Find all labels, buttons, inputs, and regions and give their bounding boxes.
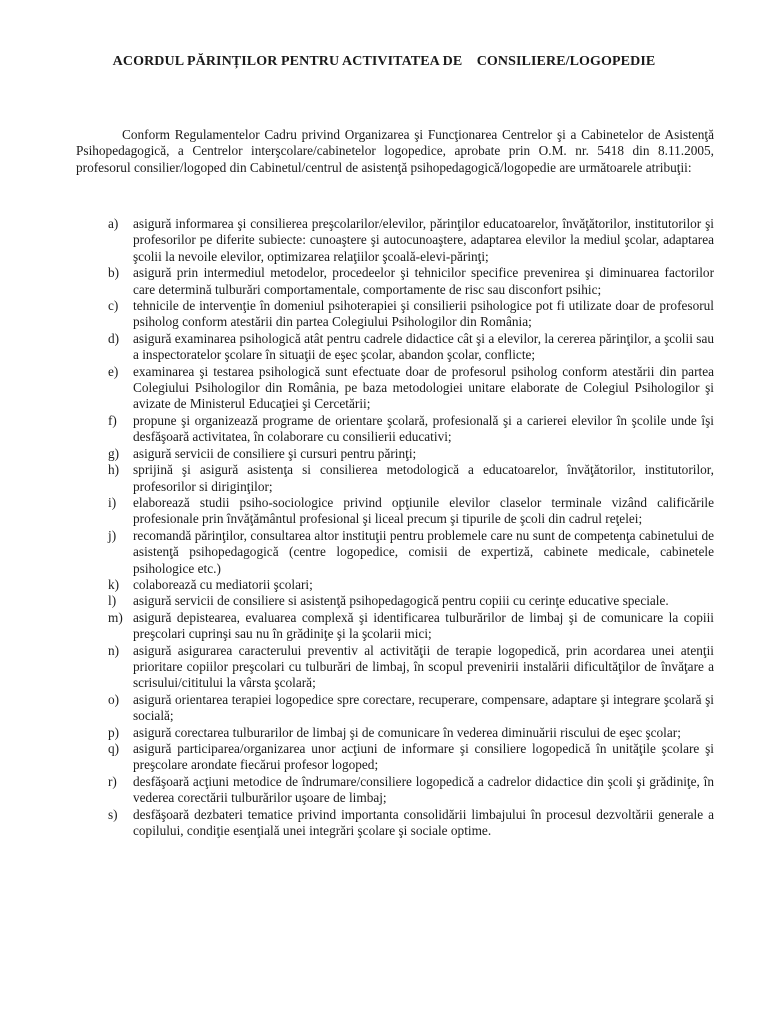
attributions-list: [76, 216, 714, 839]
list-marker: s): [108, 806, 118, 822]
list-marker: d): [108, 330, 120, 346]
list-item: [76, 774, 714, 807]
list-marker: k): [108, 576, 120, 592]
list-item: [76, 725, 714, 741]
list-item: [76, 216, 714, 265]
list-item-text: asigură asigurarea caracterului preventiv al activităţii de terapie logopedică, prin acordarea unei atenţii prioritare copiilor preşcolari cu tulburări de limbaj, în scopul prevenirii instalării dificultăţilor de învăţare a scrisului/cititului la vârsta şcolară;: [133, 642, 714, 691]
list-marker: m): [108, 609, 123, 625]
list-item: [76, 495, 714, 528]
list-item: [76, 692, 714, 725]
list-marker: n): [108, 642, 120, 658]
intro-paragraph: Conform Regulamentelor Cadru privind Organizarea şi Funcţionarea Centrelor şi a Cabinetelor de Asistenţă Psihopedagogică, a Centrelor interşcolare/cabinetelor logopedice, aprobate prin O.M. nr. 5418 din 8.11.2005, profesorul consilier/logoped din Cabinetul/centrul de asistenţă psihopedagogică/logopedie are următoarele atribuţii:: [76, 127, 714, 175]
list-item: [76, 610, 714, 643]
list-item-text: desfăşoară acţiuni metodice de îndrumare/consiliere logopedică a cadrelor didactice din şcoli şi grădiniţe, în vederea corectării tulburărilor uşoare de limbaj;: [133, 773, 714, 806]
list-item-text: asigură depistearea, evaluarea complexă şi identificarea tulburărilor de limbaj şi de comunicare la copiii preşcolari cuprinşi sau nu în grădiniţe şi la şcolarii mici;: [133, 609, 714, 642]
list-item: [76, 446, 714, 462]
list-item-text: asigură orientarea terapiei logopedice spre corectare, recuperare, compensare, adaptare şi integrare şcolară şi socială;: [133, 691, 714, 724]
list-item-text: tehnicile de intervenţie în domeniul psihoterapiei şi consilierii psihologice pot fi utilizate doar de profesorul psiholog conform atestării din partea Colegiului Psihologilor din România;: [133, 298, 714, 330]
list-item-text: asigură servicii de consiliere şi cursuri pentru părinţi;: [133, 445, 417, 461]
list-marker: c): [108, 298, 119, 314]
list-item-text: examinarea şi testarea psihologică sunt efectuate doar de profesorul psiholog conform atestării din partea Colegiului Psihologilor din România, pe baza metodologiei unitare elaborate de Colegiul Psihologilor şi avizate de Ministerul Educaţiei şi Cercetării;: [133, 363, 714, 412]
list-marker: l): [108, 593, 117, 609]
list-item-text: sprijină şi asigură asistenţa si consilierea metodologică a educatoarelor, învăţătorilor, institutorilor, profesorilor si diriginţilor;: [133, 462, 714, 494]
list-item: [76, 577, 714, 593]
list-item: [76, 462, 714, 495]
list-item-text: asigură informarea şi consilierea preşcolarilor/elevilor, părinţilor educatoarelor, învăţătorilor, institutorilor şi profesorilor pe diferite subiecte: cunoaştere şi autocunoaştere, adaptarea elevilor la mediul şcolar, adaptarea şcolii la nevoile elevilor, optimizarea relaţiilor şcoală-elevi-părinţi;: [133, 216, 714, 264]
document-title: ACORDUL PĂRINȚILOR PENTRU ACTIVITATEA DE CONSILIERE/LOGOPEDIE: [112, 54, 656, 69]
list-item: [76, 593, 714, 609]
list-item: [76, 331, 714, 364]
list-marker: o): [108, 691, 120, 707]
list-item: [76, 413, 714, 446]
list-marker: j): [108, 527, 117, 543]
list-marker: b): [108, 265, 120, 281]
list-item: [76, 298, 714, 331]
list-item-text: recomandă părinţilor, consultarea altor instituţii pentru problemele care nu sunt de competenţa cabinetului de asistenţă psihopedagogică (centre logopedice, comisii de expertiză, cabinete medicale, cabinetele psihologice etc.): [133, 527, 714, 576]
list-marker: f): [108, 412, 117, 428]
list-marker: q): [108, 741, 120, 756]
list-marker: e): [108, 363, 119, 379]
list-marker: a): [108, 216, 119, 231]
list-marker: i): [108, 494, 117, 510]
list-item-text: elaborează studii psiho-sociologice privind opţiunile elevilor claselor terminale vizând calificările profesionale prin învăţământul profesional şi liceal precum şi tipurile de şcoli din cadrul reţelei;: [133, 494, 714, 527]
list-item-text: asigură prin intermediul metodelor, procedeelor şi tehnicilor specifice prevenirea şi diminuarea factorilor care determină tulburări comportamentale, comportamente de risc sau disconfort psihic;: [133, 265, 714, 297]
list-marker: r): [108, 773, 117, 789]
list-item: [76, 528, 714, 577]
list-item-text: asigură corectarea tulburarilor de limbaj şi de comunicare în vederea diminuării riscului de eşec şcolar;: [133, 724, 681, 740]
list-item-text: propune şi organizează programe de orientare şcolară, profesională şi a carierei elevilor în şcolile unde îşi desfăşoară activitatea, în colaborare cu consilierii educativi;: [133, 412, 714, 445]
list-item: [76, 741, 714, 774]
list-item-text: colaborează cu mediatorii şcolari;: [133, 576, 313, 592]
list-item: [76, 364, 714, 413]
list-marker: g): [108, 445, 120, 461]
list-item-text: asigură examinarea psihologică atât pentru cadrele didactice cât şi a elevilor, la cererea părinţilor, a şcolii sau a inspectoratelor şcolare în situaţii de eşec şcolar, abandon şcolar, conflicte;: [133, 330, 714, 363]
list-item-text: desfăşoară dezbateri tematice privind importanta consolidării limbajului în procesul dezvoltării generale a copilului, condiţie esenţială unei integrări şcolare şi sociale optime.: [133, 806, 714, 839]
list-marker: p): [108, 724, 120, 740]
list-item: [76, 643, 714, 692]
list-item-text: asigură participarea/organizarea unor acţiuni de informare şi consiliere logopedică în unităţile şcolare şi preşcolare arondate fiecărui profesor logoped;: [133, 741, 714, 773]
list-item: [76, 807, 714, 840]
list-item: [76, 265, 714, 298]
list-item-text: asigură servicii de consiliere si asistenţă psihopedagogică pentru copiii cu cerinţe educative speciale.: [133, 593, 669, 609]
list-marker: h): [108, 462, 120, 478]
